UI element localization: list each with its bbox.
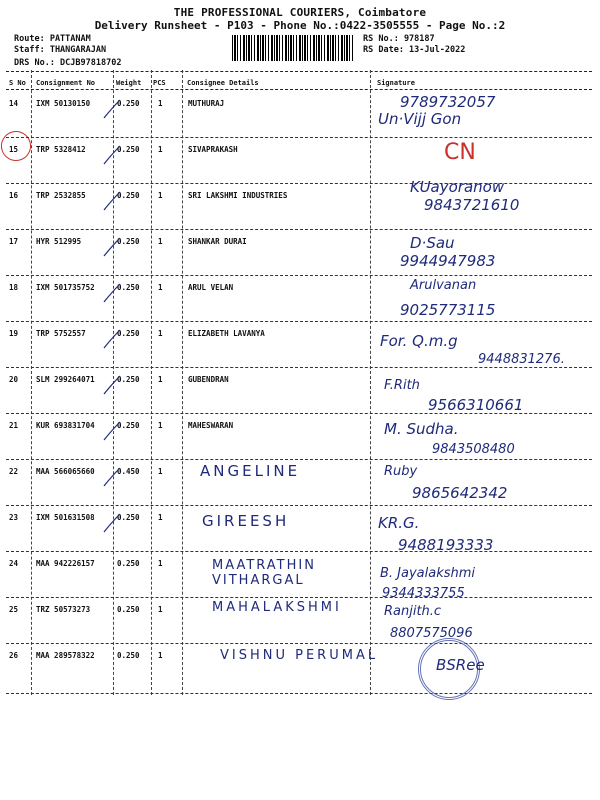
row-weight: 0.250 [117,651,140,660]
signature-phone: 9843721610 [424,196,520,214]
runsheet-title: Delivery Runsheet - P103 - Phone No.:0422-3505555 - Page No.:2 [94,19,506,32]
row-consignee: SRI LAKSHMI INDUSTRIES [188,191,288,200]
row-sno: 26 [9,651,19,660]
row-pcs: 1 [158,329,163,338]
col-consignment: Consignment No [36,79,96,87]
row-pcs: 1 [158,467,163,476]
header-bottom-rule [6,89,592,90]
signature: For. Q.m.g [380,332,458,350]
table-row [6,92,592,138]
row-pcs: 1 [158,237,163,246]
row-pcs: 1 [158,283,163,292]
signature: M. Sudha. [384,420,459,438]
handwritten-consignee: MAHALAKSHMI [212,600,342,615]
tick-mark-icon [102,328,122,350]
header-top-rule [6,71,592,72]
signature-phone: 9344333755 [382,586,465,601]
row-consignment: IXM 501631508 [36,513,95,522]
row-consignment: SLM 299264071 [36,375,95,384]
row-pcs: 1 [158,375,163,384]
row-consignment: TRZ 50573273 [36,605,91,614]
row-consignee: GUBENDRAN [188,375,229,384]
signature: Ranjith.c [384,604,442,619]
signature-phone: 9843508480 [432,442,515,457]
tick-mark-icon [102,144,122,166]
row-consignment: TRP 5328412 [36,145,86,154]
row-sno: 21 [9,421,19,430]
tick-mark-icon [102,282,122,304]
col-weight: Weight [116,79,142,87]
table-row [6,276,592,322]
staff-label: Staff: THANGARAJAN [14,45,107,55]
col-pcs: PCS [153,79,166,87]
signature: KR.G. [378,514,420,532]
row-pcs: 1 [158,191,163,200]
row-sno: 23 [9,513,19,522]
row-sno: 20 [9,375,19,384]
company-title: THE PROFESSIONAL COURIERS, Coimbatore [173,6,427,19]
row-divider [6,693,592,694]
drs-number: DRS No.: DCJB97818702 [14,58,122,68]
row-sno: 15 [9,145,19,154]
signature-phone: 9025773115 [400,301,496,319]
rs-number: RS No.: 978187 [363,34,435,44]
signature: Arulvanan [410,278,477,293]
signature-phone: 9865642342 [412,484,508,502]
row-pcs: 1 [158,559,163,568]
signature-phone: 8807575096 [390,626,473,641]
row-consignment: MAA 566065660 [36,467,95,476]
col-consignee: Consignee Details [187,79,259,87]
signature-phone: 9566310661 [428,396,524,414]
signature: D·Sau [410,234,455,252]
tick-mark-icon [102,190,122,212]
row-consignee: ARUL VELAN [188,283,234,292]
rs-date: RS Date: 13-Jul-2022 [363,45,466,55]
route-label: Route: PATTANAM [14,34,91,44]
row-consignee: MUTHURAJ [188,99,225,108]
row-pcs: 1 [158,145,163,154]
signature: BSRee [436,656,485,674]
row-weight: 0.250 [117,605,140,614]
signature: F.Rith [384,378,420,393]
row-consignment: MAA 289578322 [36,651,95,660]
signature: CN [444,140,476,165]
signature-phone: 9944947983 [400,252,496,270]
barcode [232,35,354,61]
signature-phone: 9448831276. [478,352,565,367]
row-consignment: TRP 2532855 [36,191,86,200]
handwritten-consignee: ANGELINE [200,462,301,480]
row-consignee: MAHESWARAN [188,421,234,430]
tick-mark-icon [102,512,122,534]
row-sno: 22 [9,467,19,476]
tick-mark-icon [102,98,122,120]
row-weight: 0.250 [117,145,140,154]
row-consignee: SHANKAR DURAI [188,237,247,246]
signature-phone: 9789732057 [400,93,496,111]
signature: Ruby [384,464,418,479]
tick-mark-icon [102,374,122,396]
row-sno: 18 [9,283,19,292]
row-weight: 0.250 [117,191,140,200]
row-pcs: 1 [158,421,163,430]
row-weight: 0.250 [117,329,140,338]
row-consignment: MAA 942226157 [36,559,95,568]
tick-mark-icon [102,420,122,442]
handwritten-consignee: GIREESH [202,512,290,530]
row-weight: 0.250 [117,375,140,384]
col-signature: Signature [377,79,415,87]
signature: B. Jayalakshmi [380,566,476,581]
tick-mark-icon [102,466,122,488]
table-row [6,230,592,276]
row-weight: 0.250 [117,283,140,292]
row-pcs: 1 [158,99,163,108]
row-consignment: KUR 693831704 [36,421,95,430]
row-weight: 0.250 [117,513,140,522]
row-weight: 0.450 [117,467,140,476]
row-pcs: 1 [158,605,163,614]
row-weight: 0.250 [117,559,140,568]
table-row [6,506,592,552]
row-weight: 0.250 [117,237,140,246]
row-weight: 0.250 [117,99,140,108]
row-weight: 0.250 [117,421,140,430]
tick-mark-icon [102,236,122,258]
row-pcs: 1 [158,513,163,522]
row-sno: 24 [9,559,19,568]
col-sno: S No [9,79,26,87]
row-consignment: IXM 50130150 [36,99,91,108]
row-consignment: HYR 512995 [36,237,82,246]
signature: Un·Vijj Gon [378,110,462,128]
row-sno: 19 [9,329,19,338]
row-sno: 25 [9,605,19,614]
row-sno: 16 [9,191,19,200]
row-consignment: IXM 501735752 [36,283,95,292]
row-pcs: 1 [158,651,163,660]
signature: KUayoranow [410,178,505,196]
row-sno: 14 [9,99,19,108]
row-consignment: TRP 5752557 [36,329,86,338]
signature-phone: 9488193333 [398,536,494,554]
row-sno: 17 [9,237,19,246]
handwritten-consignee: VISHNU PERUMAL [220,648,379,663]
row-consignee: ELIZABETH LAVANYA [188,329,265,338]
handwritten-consignee: MAATRATHIN VITHARGAL [212,558,316,588]
row-consignee: SIVAPRAKASH [188,145,238,154]
